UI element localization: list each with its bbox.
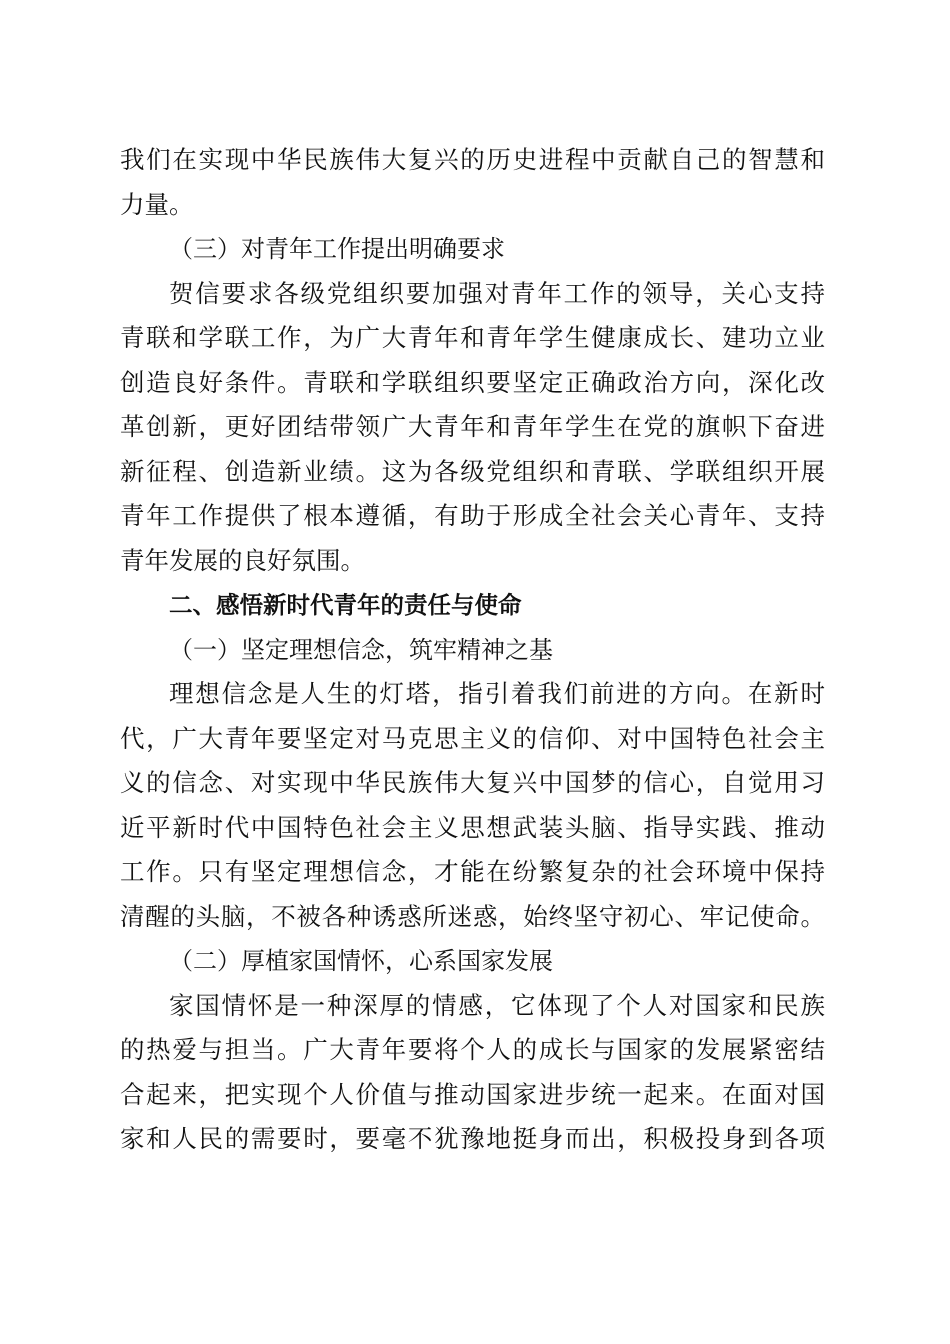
paragraph-line: 我们在实现中华民族伟大复兴的历史进程中贡献自己的智慧和 bbox=[120, 145, 825, 174]
paragraph-line: 代，广大青年要坚定对马克思主义的信仰、对中国特色社会主 bbox=[120, 723, 825, 753]
paragraph-line: 革创新，更好团结带领广大青年和青年学生在党的旗帜下奋进 bbox=[120, 412, 825, 441]
paragraph-line: 家国情怀是一种深厚的情感，它体现了个人对国家和民族 bbox=[169, 990, 825, 1020]
paragraph-line: 青年工作提供了根本遵循，有助于形成全社会关心青年、支持 bbox=[120, 501, 825, 530]
paragraph-line: 青年发展的良好氛围。 bbox=[120, 545, 365, 575]
paragraph-line: 工作。只有坚定理想信念，才能在纷繁复杂的社会环境中保持 bbox=[120, 857, 825, 886]
section-subheading: （二）厚植家国情怀，心系国家发展 bbox=[169, 947, 553, 975]
paragraph-line: 合起来，把实现个人价值与推动国家进步统一起来。在面对国 bbox=[120, 1079, 825, 1109]
paragraph-line: 近平新时代中国特色社会主义思想武装头脑、指导实践、推动 bbox=[120, 812, 825, 842]
paragraph-line: 理想信念是人生的灯塔，指引着我们前进的方向。在新时 bbox=[169, 679, 825, 708]
paragraph-line: 创造良好条件。青联和学联组织要坚定正确政治方向，深化改 bbox=[120, 367, 825, 397]
paragraph-line: 家和人民的需要时，要毫不犹豫地挺身而出，积极投身到各项 bbox=[120, 1124, 825, 1153]
paragraph-line: 义的信念、对实现中华民族伟大复兴中国梦的信心，自觉用习 bbox=[120, 768, 825, 797]
paragraph-line: 贺信要求各级党组织要加强对青年工作的领导，关心支持 bbox=[169, 278, 825, 308]
section-heading: 二、感悟新时代青年的责任与使命 bbox=[169, 591, 522, 619]
paragraph-line: 清醒的头脑，不被各种诱惑所迷惑，始终坚守初心、牢记使命。 bbox=[120, 901, 825, 931]
paragraph-line: 新征程、创造新业绩。这为各级党组织和青联、学联组织开展 bbox=[120, 456, 825, 486]
section-subheading: （三）对青年工作提出明确要求 bbox=[169, 235, 505, 263]
paragraph-line: 的热爱与担当。广大青年要将个人的成长与国家的发展紧密结 bbox=[120, 1035, 825, 1064]
paragraph-line: 青联和学联工作，为广大青年和青年学生健康成长、建功立业 bbox=[120, 323, 825, 352]
paragraph-line: 力量。 bbox=[120, 189, 194, 219]
section-subheading: （一）坚定理想信念，筑牢精神之基 bbox=[169, 635, 553, 664]
document-body bbox=[120, 138, 825, 1162]
